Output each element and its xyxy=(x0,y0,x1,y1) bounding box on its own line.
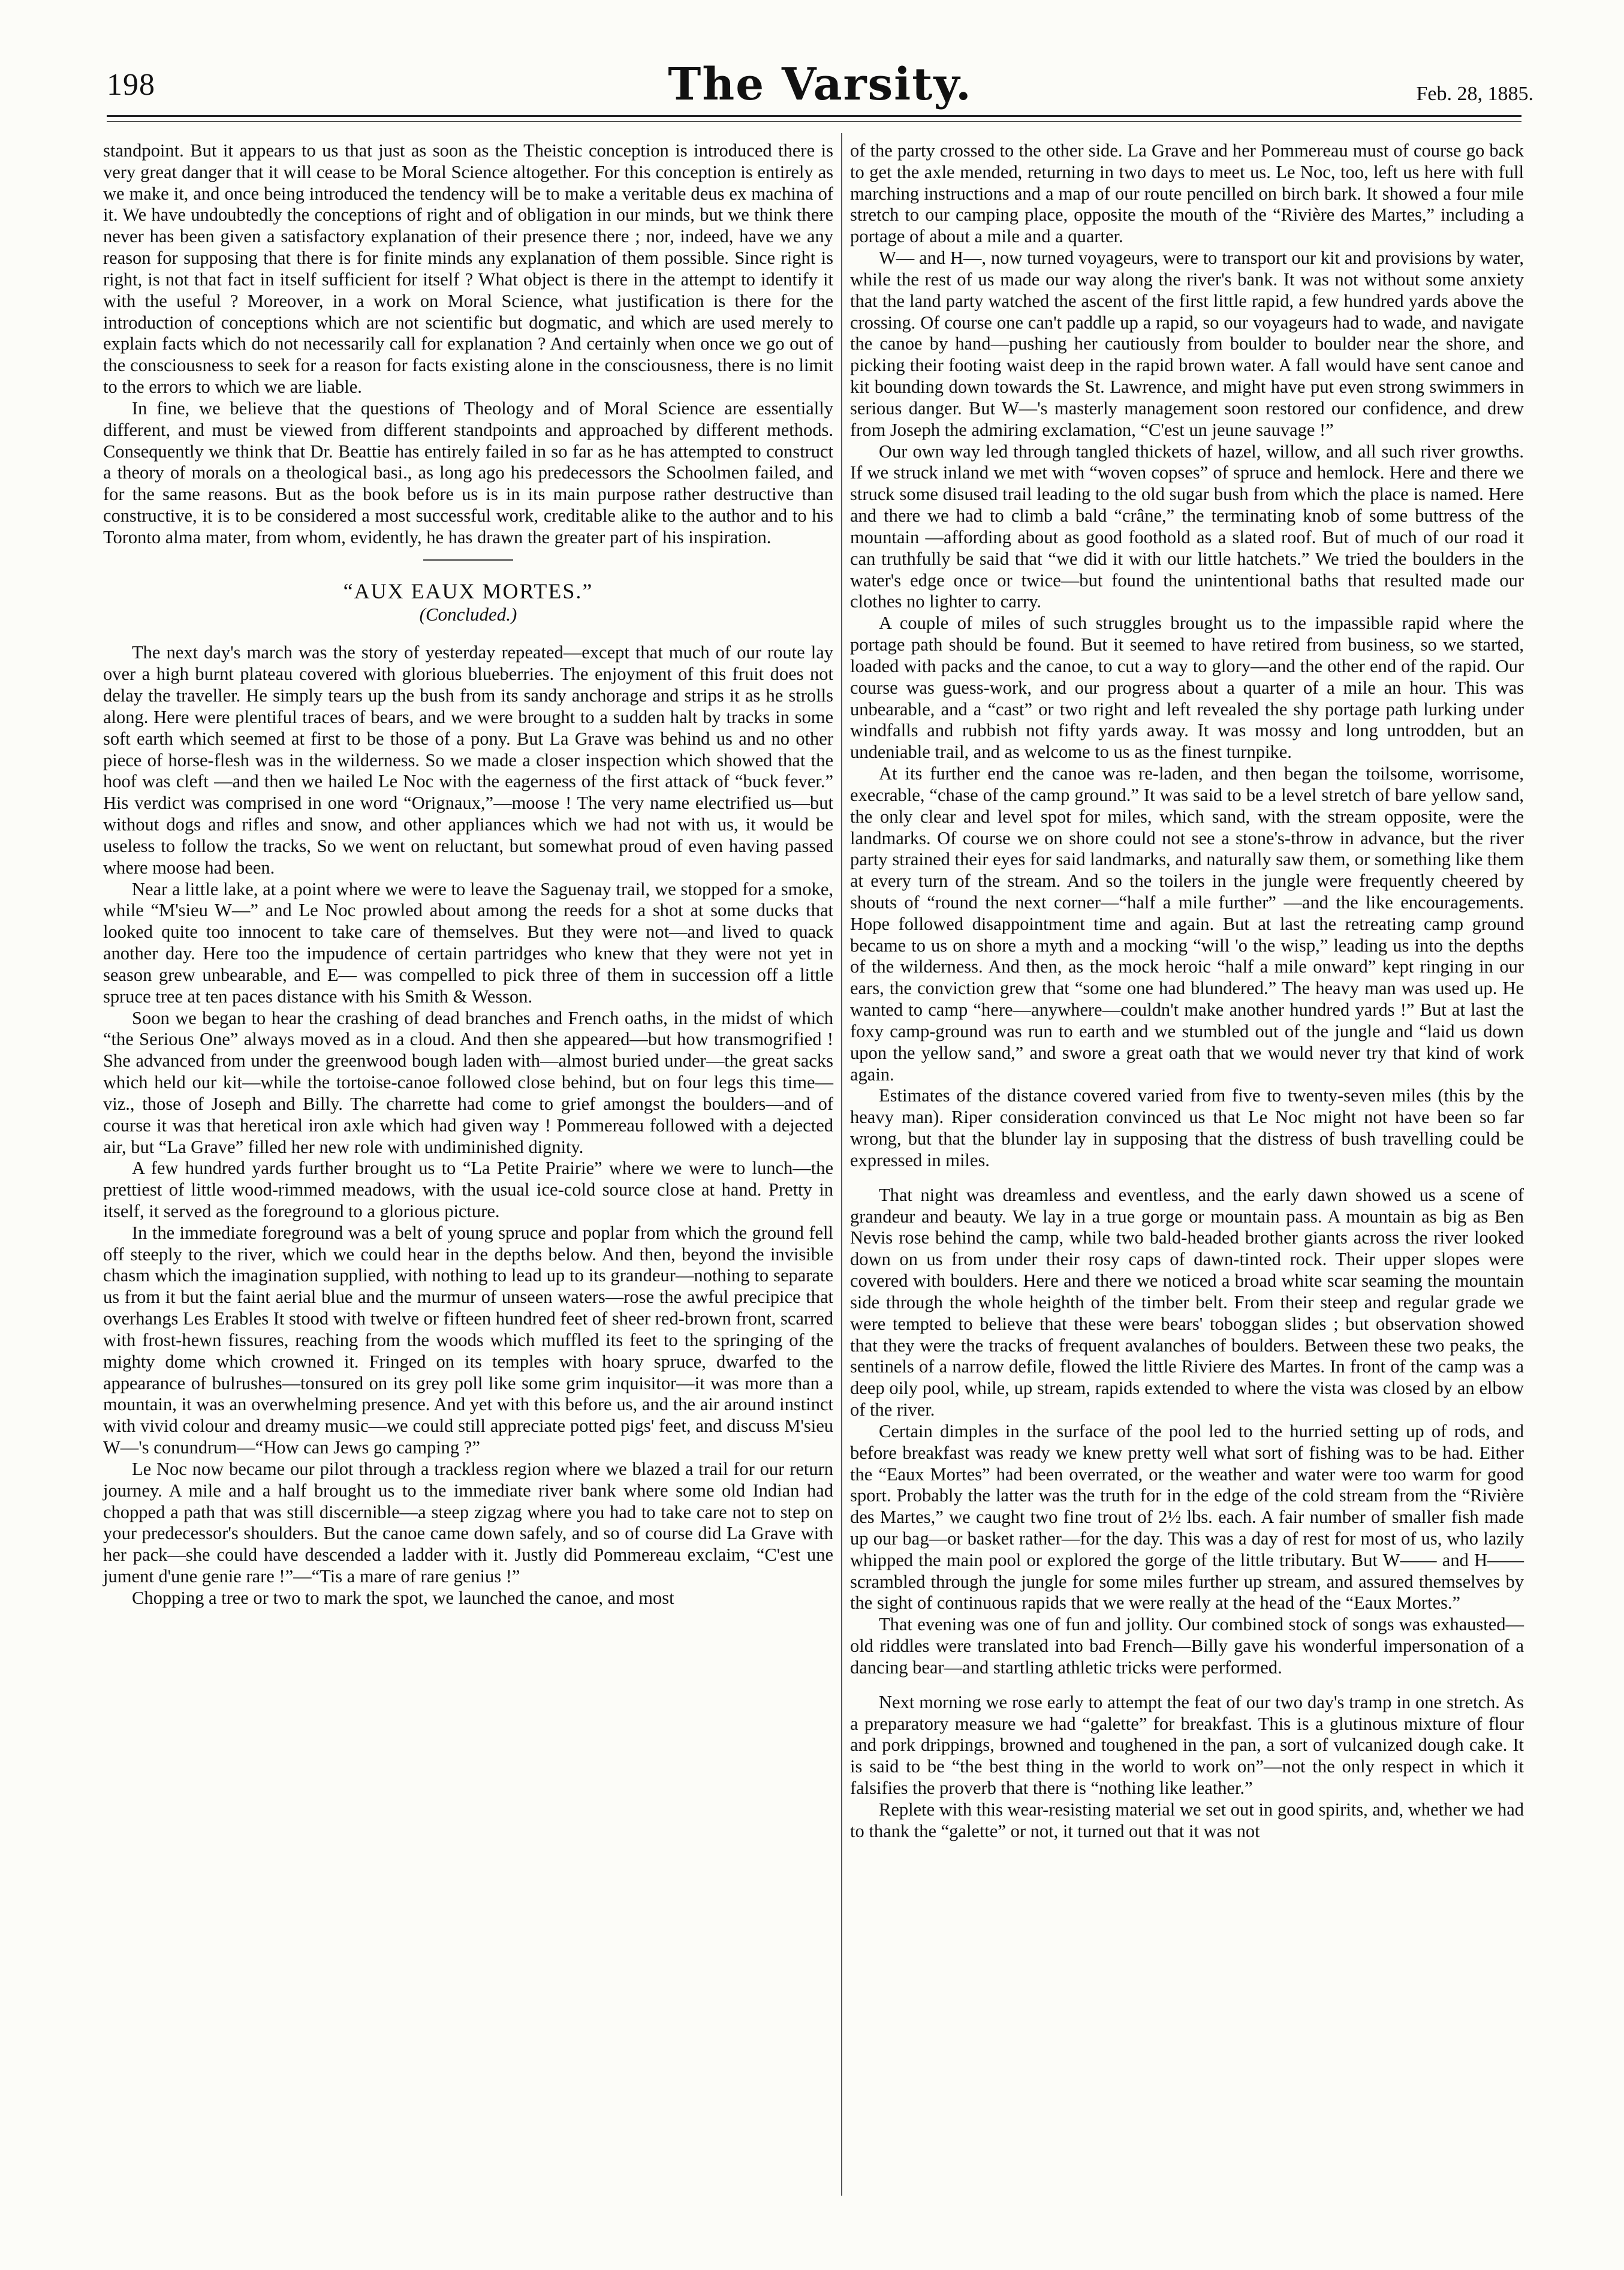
paragraph: The next day's march was the story of yesterday repeated—except that much of our route lay over a high burnt plateau covered with glorious blueberries. The enjoyment of this fruit does not delay the traveller. He simply tears up the bush from its sandy anchorage and strips it as he strolls along. Here were plentiful traces of bears, and we were brought to a sudden halt by tracks in some soft earth which seemed at first to be those of a pony. But La Grave was behind us and no other piece of horse-flesh was in the wilderness. So we made a closer inspection which showed that the hoof was cleft —and then we hailed Le Noc with the eagerness of the first attack of “buck fever.” His verdict was comprised in one word “Orignaux,”—moose ! The very name electrified us—but without dogs and rifles and snow, and other appliances which we had not with us, it would be useless to follow the tracks, So we went on reluctant, but somewhat proud of even having passed where moose had been. xyxy=(103,642,833,878)
paragraph: Our own way led through tangled thickets of hazel, willow, and all such river growths. If we struck inland we met with “woven copses” of spruce and hemlock. Here and there we struck some disused trail leading to the old sugar bush from which the place is named. Here and there we had to climb a bald “crâne,” the terminating knob of some buttress of the mountain —affording about as good foothold as a slated roof. But of much of our road it can truthfully be said that “we did it with our little hatchets.” We tried the boulders in the water's edge once or twice—but found the unintentional baths that resulted made our clothes no lighter to carry. xyxy=(850,441,1524,612)
article-subtitle: (Concluded.) xyxy=(419,604,517,625)
paragraph: Replete with this wear-resisting material we set out in good spirits, and, whether we had to thank the “galette” or not, it turned out that it was not xyxy=(850,1799,1524,1841)
right-column xyxy=(850,140,1524,1843)
paragraph: In fine, we believe that the questions of Theology and of Moral Science are essentially different, and must be viewed from different standpoints and approached by different methods. Consequently we think that Dr. Beattie has entirely failed in so far as he has attempted to construct a theory of morals on a theological basi., as long ago his predecessors the Schoolmen failed, and for the same reasons. But as the book before us is in its main purpose rather destructive than constructive, it is to be considered a most successful work, creditable alike to the author and to his Toronto alma mater, from whom, evidently, he has drawn the greater part of his inspiration. xyxy=(103,398,833,547)
paragraph: A couple of miles of such struggles brought us to the impassible rapid where the portage path should be found. But it seemed to have retired from business, so we started, loaded with packs and the canoe, to cut a way to glory—and the other end of the rapid. Our course was guess-work, and our progress about a quarter of a mile an hour. This was unbearable, and a “cast” or two right and left revealed the shy portage path lurking under windfalls and rubbish not fifty yards away. It was mossy and long untrodden, but an undeniable trail, and as welcome to us as the finest turnpike. xyxy=(850,613,1524,763)
paragraph: Near a little lake, at a point where we were to leave the Saguenay trail, we stopped for a smoke, while “M'sieu W—” and Le Noc prowled about among the reeds for a shot at some ducks that looked quite too innocent to take care of themselves. But they were not—and lived to quack another day. Here too the impudence of certain partridges who knew that they were not yet in season grew unbearable, and E— was compelled to pick three of them in succession off a little spruce tree at ten paces distance with his Smith & Wesson. xyxy=(103,878,833,1007)
column-divider xyxy=(841,133,842,2196)
paragraph: Soon we began to hear the crashing of dead branches and French oaths, in the midst of which “the Serious One” always moved as in a cloud. And then she appeared—but how transmogrified ! She advanced from under the greenwood bough laden with—almost buried under—the great sacks which held our kit—while the tortoise-canoe followed close behind, but on four legs this time—viz., those of Joseph and Billy. The charrette had come to grief amongst the boulders—and of course it was that heretical iron axle which had given way ! Pommereau followed with a dejected air, but “La Grave” filled her new role with undiminished dignity. xyxy=(103,1007,833,1157)
publication-title: The Varsity. xyxy=(668,59,972,110)
paragraph: That night was dreamless and eventless, and the early dawn showed us a scene of grandeur and beauty. We lay in a true gorge or mountain pass. A mountain as big as Ben Nevis rose behind the camp, while two bald-headed brother giants across the river looked down on us from under their rosy caps of dawn-tinted rock. Their upper slopes were covered with boulders. Here and there we noticed a broad white scar seaming the mountain side through the whole heighth of the timber belt. From their steep and regular grade we were tempted to believe that these were bears' toboggan slides ; but observation showed that they were the tracks of frequent avalanches of boulders. Between these two peaks, the sentinels of a narrow defile, flowed the little Riviere des Martes. In front of the camp was a deep oily pool, while, up stream, rapids extended to where the vista was closed by an elbow of the river. xyxy=(850,1184,1524,1420)
left-column xyxy=(103,140,833,1609)
paragraph: standpoint. But it appears to us that just as soon as the Theistic conception is introduced there is very great danger that it will cease to be Moral Science altogether. For this conception is entirely as we make it, and once being introduced the tendency will be to make a veritable deus ex machina of it. We have undoubtedly the conceptions of right and of obligation in our minds, but we think there never has been given a satisfactory explanation of their presence there ; nor, indeed, have we any reason for supposing that there is for finite minds any explanation of them possible. Since right is right, is not that fact in itself sufficient for itself ? What object is there in the attempt to identify it with the useful ? Moreover, in a work on Moral Science, what justification is there for the introduction of conceptions which are not scientific but dogmatic, and which are used merely to explain facts which do not necessarily call for explanation ? And certainly when once we go out of the consciousness to seek for a reason for facts existing alone in the consciousness, there is no limit to the errors to which we are liable. xyxy=(103,140,833,398)
paragraph: In the immediate foreground was a belt of young spruce and poplar from which the ground fell off steeply to the river, which we could hear in the depths below. And then, beyond the invisible chasm which the imagination supplied, with nothing to lead up to its grandeur—nothing to separate us from it but the faint aerial blue and the murmur of unseen waters—rose the awful precipice that overhangs Les Erables It stood with twelve or fifteen hundred feet of sheer red-brown front, scarred with frost-hewn fissures, reaching from the woods which muffled its feet to the springing of the mighty dome which crowned it. Fringed on its temples with hoary spruce, dwarfed to the appearance of bulrushes—tonsured on its grey poll like some grim inquisitor—it was more than a mountain, it was an overwhelming presence. And yet with this before us, and the air around instinct with vivid colour and dreamy music—we could still appreciate potted pigs' feet, and discuss M'sieu W—'s conundrum—“How can Jews go camping ?” xyxy=(103,1222,833,1458)
section-divider xyxy=(423,559,513,561)
paragraph: Estimates of the distance covered varied from five to twenty-seven miles (this by the heavy man). Riper consideration convinced us that Le Noc might not have been so far wrong, but that the blunder lay in supposing that the distress of bush travelling could be expressed in miles. xyxy=(850,1085,1524,1170)
paragraph: Chopping a tree or two to mark the spot, we launched the canoe, and most xyxy=(132,1587,674,1608)
page-number: 198 xyxy=(107,68,155,102)
paragraph: Next morning we rose early to attempt the feat of our two day's tramp in one stretch. As a preparatory measure we had “galette” for breakfast. This is a glutinous mixture of flour and pork drippings, browned and toughened in the pan, a sort of vulcanized dough cake. It is said to be “the best thing in the world to work on”—not the only respect in which it falsifies the proverb that there is “nothing like leather.” xyxy=(850,1691,1524,1799)
article-title: “AUX EAUX MORTES.” xyxy=(343,579,593,603)
paragraph: That evening was one of fun and jollity. Our combined stock of songs was exhausted—old riddles were translated into bad French—Billy gave his wonderful impersonation of a dancing bear—and startling athletic tricks were performed. xyxy=(850,1614,1524,1678)
paragraph: Le Noc now became our pilot through a trackless region where we blazed a trail for our return journey. A mile and a half brought us to the immediate river bank where some old Indian had chopped a path that was still discernible—a steep zigzag where you had to take care not to step on your predecessor's shoulders. But the canoe came down safely, and so of course did La Grave with her pack—she could have descended a ladder with it. Justly did Pommereau exclaim, “C'est une jument d'une genie rare !”—“Tis a mare of rare genius !” xyxy=(103,1458,833,1587)
paragraph: At its further end the canoe was re-laden, and then began the toilsome, worrisome, execrable, “chase of the camp ground.” It was said to be a level stretch of bare yellow sand, the only clear and level spot for miles, which sand, with the stream opposite, were the landmarks. Of course we on shore could not see a stone's-throw in advance, but the river party strained their eyes for said landmarks, and naturally saw them, or something like them at every turn of the stream. And so the toilers in the jungle were frequently cheered by shouts of “round the next corner—“half a mile further” —and the like encouragements. Hope followed disappointment time and again. But at last the retreating camp ground became to us on shore a myth and a mocking “will 'o the wisp,” leading us into the depths of the wilderness. And then, as the mock heroic “half a mile onward” kept ringing in our ears, the conviction grew that “some one had blundered.” The heavy man was used up. He wanted to camp “here—anywhere—couldn't make another hundred yards !” But at last the foxy camp-ground was run to earth and we stumbled out of the jungle and “laid us down upon the yellow sand,” and swore a great oath that we would never try that kind of work again. xyxy=(850,763,1524,1085)
paragraph: of the party crossed to the other side. La Grave and her Pommereau must of course go back to get the axle mended, returning in two days to meet us. Le Noc, too, left us here with full marching instructions and a map of our route pencilled on birch bark. It showed a four mile stretch to our camping place, opposite the mouth of the “Rivière des Martes,” including a portage of about a mile and a quarter. xyxy=(850,140,1524,247)
paragraph: W— and H—, now turned voyageurs, were to transport our kit and provisions by water, while the rest of us made our way along the river's bank. It was not without some anxiety that the land party watched the ascent of the first little rapid, a few hundred yards above the crossing. Of course one can't paddle up a rapid, so our voyageurs had to wade, and navigate the canoe by hand—pushing her cautiously from boulder to boulder near the shore, and picking their footing waist deep in the rapid brown water. A fall would have sent canoe and kit bounding down towards the St. Lawrence, and might have put even strong swimmers in serious danger. But W—'s masterly management soon restored our confidence, and drew from Joseph the admiring exclamation, “C'est un jeune sauvage !” xyxy=(850,248,1524,440)
paragraph: A few hundred yards further brought us to “La Petite Prairie” where we were to lunch—the prettiest of little wood-rimmed meadows, with the usual ice-cold source close at hand. Pretty in itself, it served as the foreground to a glorious picture. xyxy=(103,1158,833,1221)
header-rule-thin xyxy=(107,121,1521,122)
issue-date: Feb. 28, 1885. xyxy=(1416,83,1533,105)
masthead xyxy=(107,59,1533,114)
paragraph-gap xyxy=(850,1679,1524,1692)
paragraph: Certain dimples in the surface of the pool led to the hurried setting up of rods, and before breakfast was ready we knew pretty well what sort of fishing was to be had. Either the “Eaux Mortes” had been overrated, or the weather and water were too warm for good sport. Probably the latter was the truth for in the edge of the cold stream from the “Rivière des Martes,” we caught two fine trout of 2½ lbs. each. A fair number of smaller fish made up our bag—or basket rather—for the day. This was a day of rest for most of us, who lazily whipped the main pool or explored the gorge of the little tributary. But W—— and H—— scrambled through the jungle for some miles further up stream, and assured themselves by the sight of continuous rapids that we were really at the head of the “Eaux Mortes.” xyxy=(850,1420,1524,1613)
paragraph-gap xyxy=(850,1172,1524,1185)
header-rule xyxy=(107,115,1521,117)
